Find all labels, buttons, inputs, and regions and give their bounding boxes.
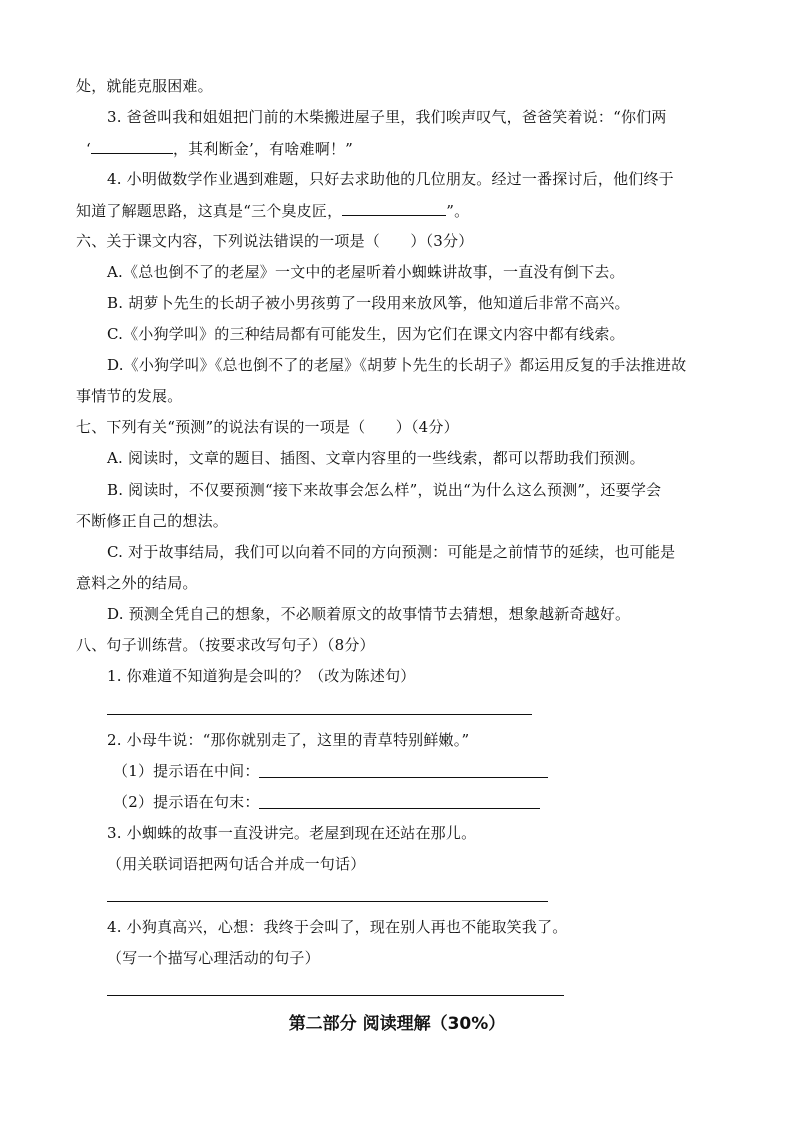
part-2-heading: 第二部分 阅读理解（30%） [288,1014,506,1034]
q8-item-2-part-1-label: （1）提示语在中间： [113,762,260,780]
q8-item-3: 3. 小蜘蛛的故事一直没讲完。老屋到现在还站在那儿。 [107,824,477,842]
q5-item-3-tail: ，其利断金’，有啥难啊！” [172,140,354,158]
q5-line-1: 处，就能克服困难。 [76,77,213,95]
q8-item-2-part-1-answer-line[interactable] [259,777,548,778]
q8-item-1: 1. 你难道不知道狗是会叫的？（改为陈述句） [107,667,416,685]
q6-title: 六、关于课文内容，下列说法错误的一项是（ ）（3分） [76,232,474,250]
q5-item-4-line-1: 4. 小明做数学作业遇到难题，只好去求助他的几位朋友。经过一番探讨后，他们终于 [107,170,674,188]
q7-option-b-line-1: B. 阅读时，不仅要预测“接下来故事会怎么样”，说出“为什么这么预测”，还要学会 [107,481,662,499]
q5-item-4-text: 知道了解题思路，这真是“三个臭皮匠， [76,202,343,220]
q6-option-d-line-2: 事情节的发展。 [76,387,183,405]
q7-option-c-line-2: 意料之外的结局。 [76,574,198,592]
q8-item-4: 4. 小狗真高兴，心想：我终于会叫了，现在别人再也不能取笑我了。 [107,918,568,936]
q8-item-1-answer-line[interactable] [107,714,532,715]
q7-title: 七、下列有关“预测”的说法有误的一项是（ ）（4分） [76,418,459,436]
q7-option-c-line-1: C. 对于故事结局，我们可以向着不同的方向预测：可能是之前情节的延续，也可能是 [107,543,676,561]
q8-item-4-answer-line[interactable] [107,995,564,996]
q5-item-4-line-2 [76,200,469,221]
q6-option-a: A.《总也倒不了的老屋》一文中的老屋听着小蜘蛛讲故事，一直没有倒下去。 [107,263,625,281]
q6-option-c: C.《小狗学叫》的三种结局都有可能发生，因为它们在课文内容中都有线索。 [107,325,625,343]
q8-item-2-part-2-answer-line[interactable] [259,808,540,809]
q8-item-3-requirement: （用关联词语把两句话合并成一句话） [107,855,366,873]
q7-option-d: D. 预测全凭自己的想象，不必顺着原文的故事情节去猜想，想象越新奇越好。 [107,605,631,623]
q5-item-3-quote-open: ‘ [86,140,91,158]
q5-item-3-blank[interactable] [91,138,173,154]
q7-option-b-line-2: 不断修正自己的想法。 [76,512,229,530]
q5-item-4-tail: ”。 [446,202,470,220]
q5-item-3-line-2 [86,138,353,159]
q8-item-4-requirement: （写一个描写心理活动的句子） [107,949,320,967]
q6-option-b: B. 胡萝卜先生的长胡子被小男孩剪了一段用来放风筝，他知道后非常不高兴。 [107,294,630,312]
q5-item-4-blank[interactable] [342,200,446,216]
q8-item-2: 2. 小母牛说：“那你就别走了，这里的青草特别鲜嫩。” [107,731,470,749]
q8-title: 八、句子训练营。（按要求改写句子）（8分） [76,636,375,654]
q7-option-a: A. 阅读时，文章的题目、插图、文章内容里的一些线索，都可以帮助我们预测。 [107,449,645,467]
q6-option-d-line-1: D.《小狗学叫》《总也倒不了的老屋》《胡萝卜先生的长胡子》都运用反复的手法推进故 [107,356,687,374]
q8-item-2-part-2-label: （2）提示语在句末： [113,793,260,811]
q5-item-3-line-1: 3. 爸爸叫我和姐姐把门前的木柴搬进屋子里，我们唉声叹气，爸爸笑着说：“你们两 [107,108,667,126]
q8-item-3-answer-line[interactable] [107,901,548,902]
